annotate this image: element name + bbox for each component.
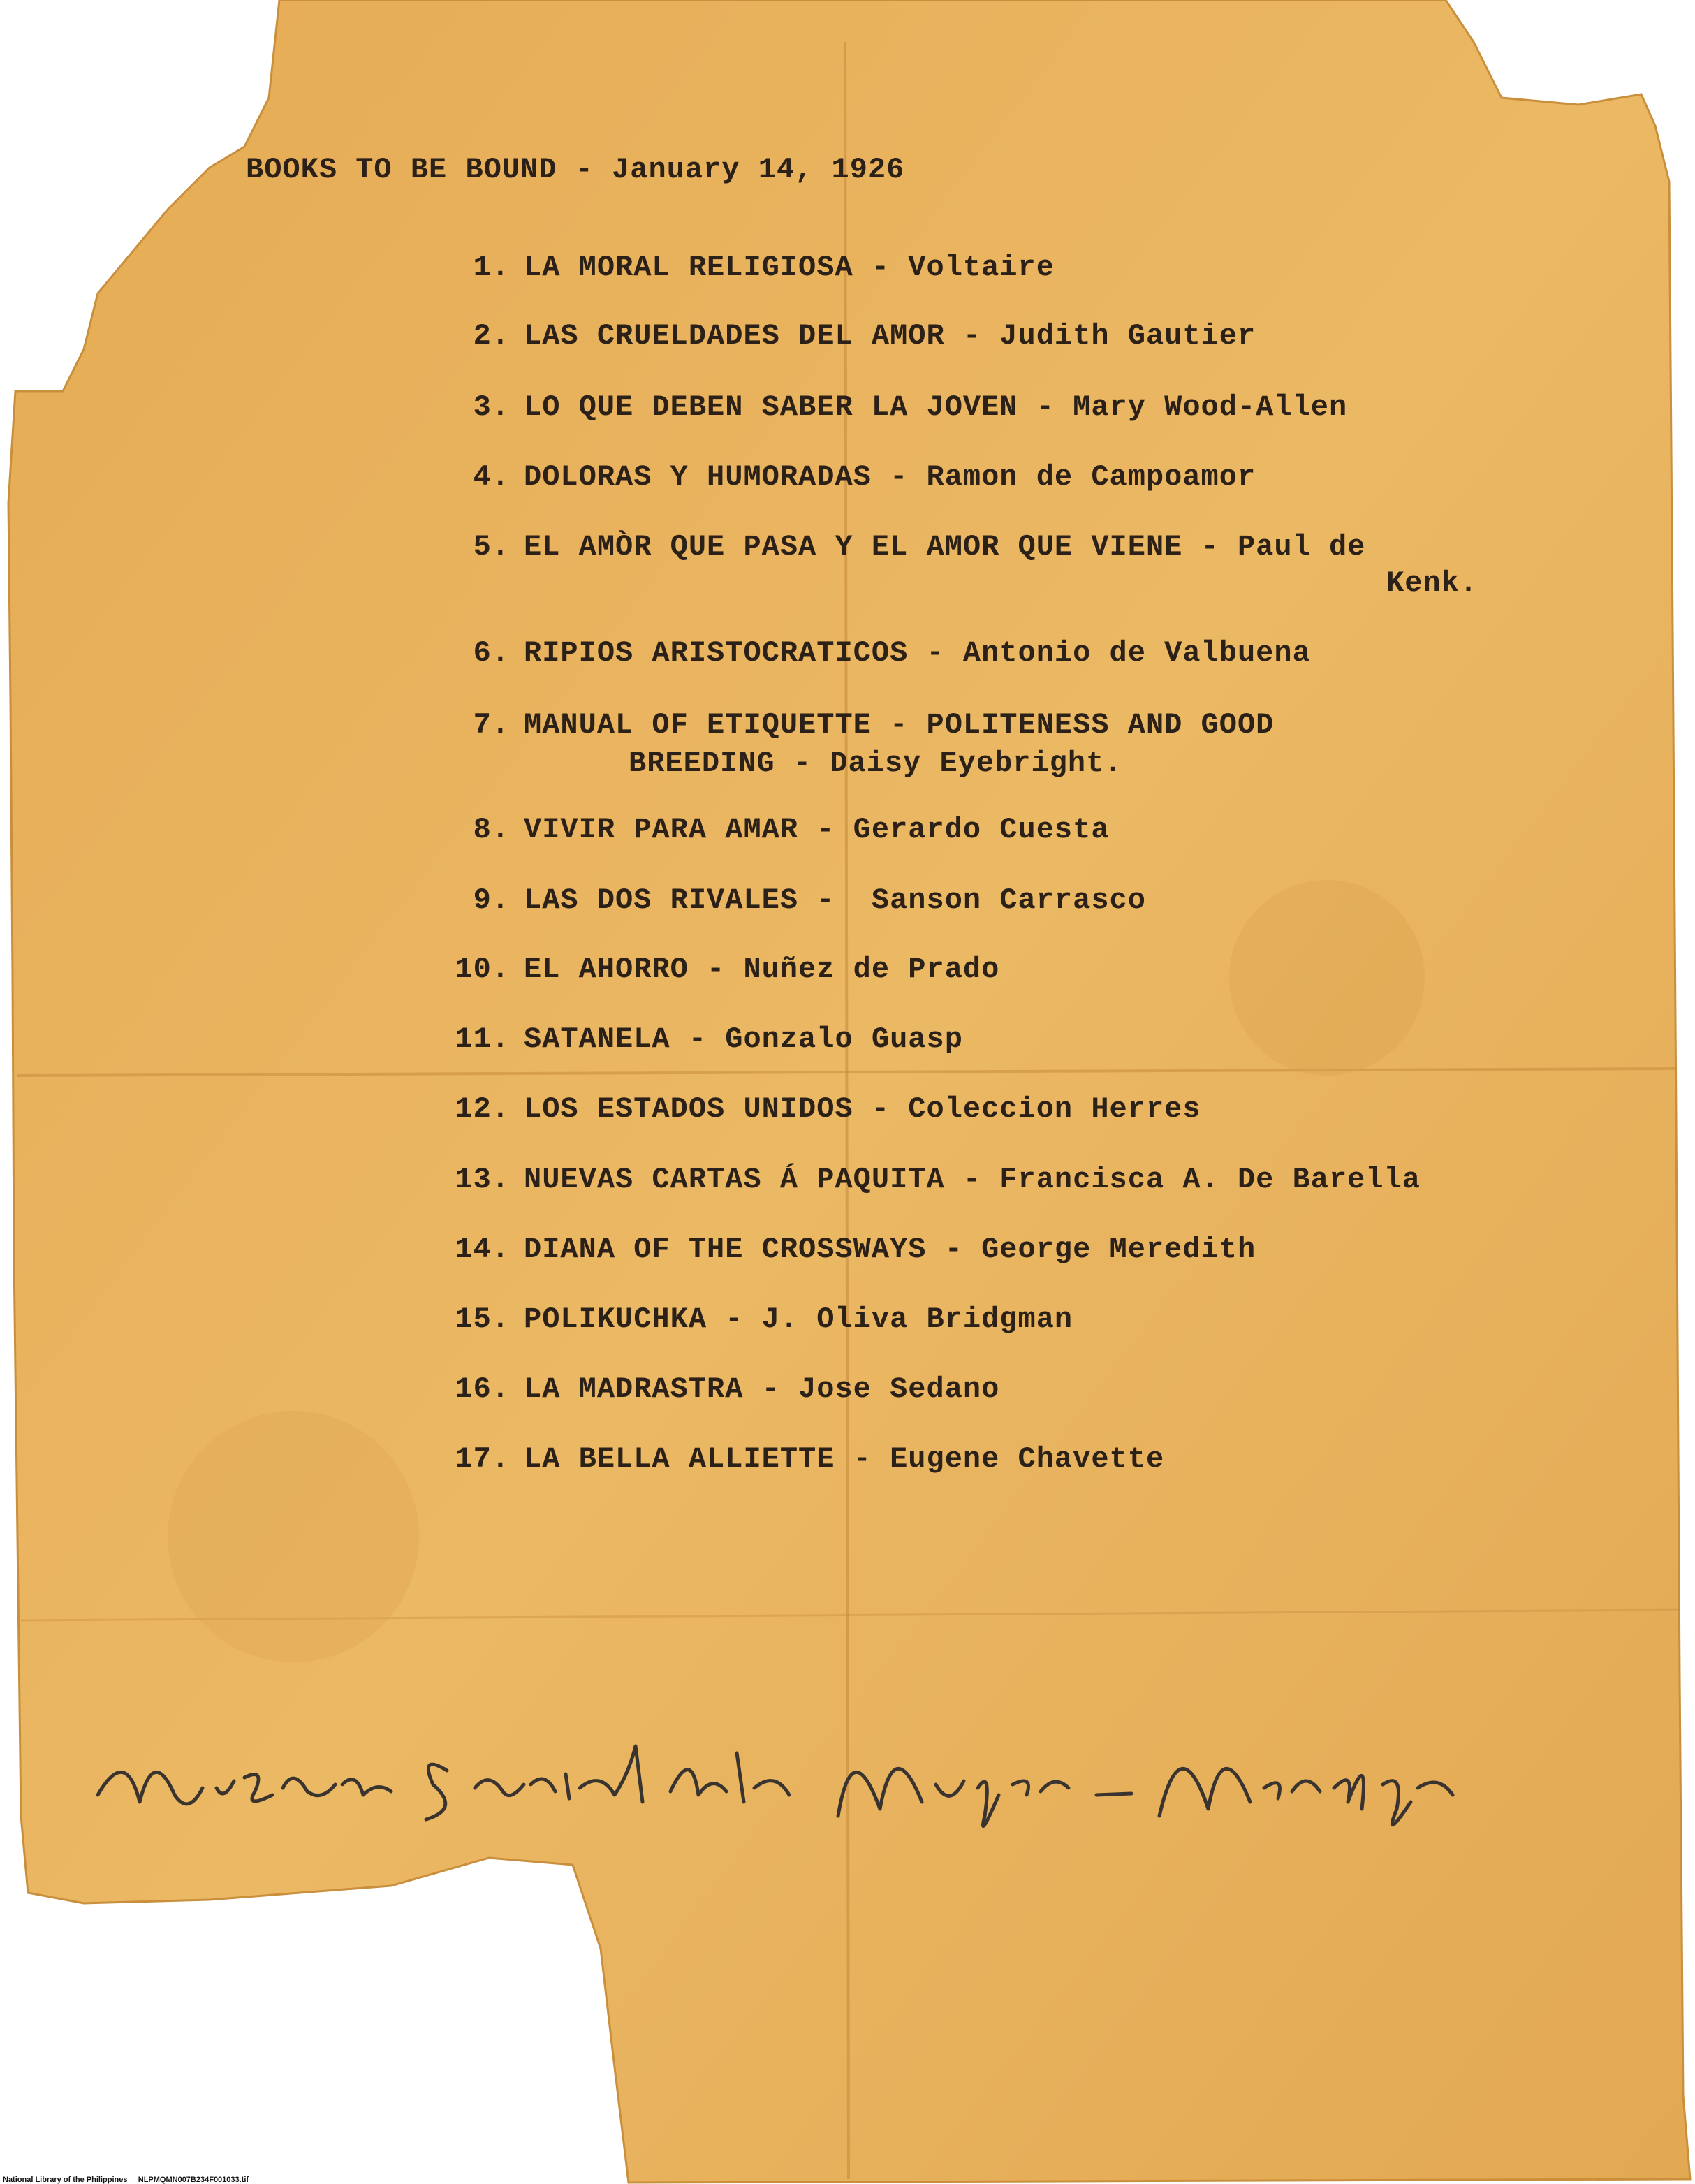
entry-text: VIVIR PARA AMAR - Gerardo Cuesta [524, 813, 1110, 847]
document-heading: BOOKS TO BE BOUND - January 14, 1926 [246, 153, 905, 186]
entry-text: EL AHORRO - Nuñez de Prado [524, 953, 1000, 986]
entry-number: 1. [473, 251, 510, 284]
entry-number: 11. [455, 1023, 510, 1056]
entry-text: DIANA OF THE CROSSWAYS - George Meredith [524, 1233, 1256, 1266]
entry-number: 5. [473, 530, 510, 564]
entry-number: 7. [473, 708, 510, 742]
stain [1229, 880, 1425, 1076]
archive-footer: National Library of the Philippines NLPMQMN007B234F001033.tif [3, 2176, 249, 2184]
entry-text: LOS ESTADOS UNIDOS - Coleccion Herres [524, 1092, 1201, 1126]
entry-text: MANUAL OF ETIQUETTE - POLITENESS AND GOOD [524, 708, 1275, 742]
entry-number: 9. [473, 884, 510, 917]
entry-number: 3. [473, 390, 510, 424]
entry-number: 6. [473, 636, 510, 670]
entry-text: POLIKUCHKA - J. Oliva Bridgman [524, 1303, 1073, 1336]
entry-number: 8. [473, 813, 510, 847]
entry-number: 17. [455, 1442, 510, 1476]
entry-text: LA BELLA ALLIETTE - Eugene Chavette [524, 1442, 1165, 1476]
entry-text: RIPIOS ARISTOCRATICOS - Antonio de Valbuena [524, 636, 1311, 670]
entry-number: 13. [455, 1163, 510, 1196]
entry-text: NUEVAS CARTAS Á PAQUITA - Francisca A. De Barella [524, 1163, 1421, 1196]
entry-number: 2. [473, 319, 510, 353]
entry-text: SATANELA - Gonzalo Guasp [524, 1023, 963, 1056]
entry-text: EL AMÒR QUE PASA Y EL AMOR QUE VIENE - Paul de [524, 530, 1366, 564]
entry-number: 15. [455, 1303, 510, 1336]
entry-continuation: Kenk. [1386, 566, 1478, 600]
entry-text: LA MADRASTRA - Jose Sedano [524, 1372, 1000, 1406]
handwritten-signature [84, 1704, 1481, 1858]
entry-text: LAS CRUELDADES DEL AMOR - Judith Gautier [524, 319, 1256, 353]
entry-number: 10. [455, 953, 510, 986]
entry-number: 16. [455, 1372, 510, 1406]
entry-number: 12. [455, 1092, 510, 1126]
entry-number: 4. [473, 460, 510, 494]
handwritten-note: Mision Social dela Mujer - Mendoza [84, 1704, 98, 1705]
entry-number: 14. [455, 1233, 510, 1266]
entry-text: LA MORAL RELIGIOSA - Voltaire [524, 251, 1055, 284]
entry-text: DOLORAS Y HUMORADAS - Ramon de Campoamor [524, 460, 1256, 494]
entry-text: LO QUE DEBEN SABER LA JOVEN - Mary Wood-Allen [524, 390, 1348, 424]
entry-continuation: BREEDING - Daisy Eyebright. [629, 747, 1123, 780]
stain [168, 1411, 419, 1662]
entry-text: LAS DOS RIVALES - Sanson Carrasco [524, 884, 1146, 917]
